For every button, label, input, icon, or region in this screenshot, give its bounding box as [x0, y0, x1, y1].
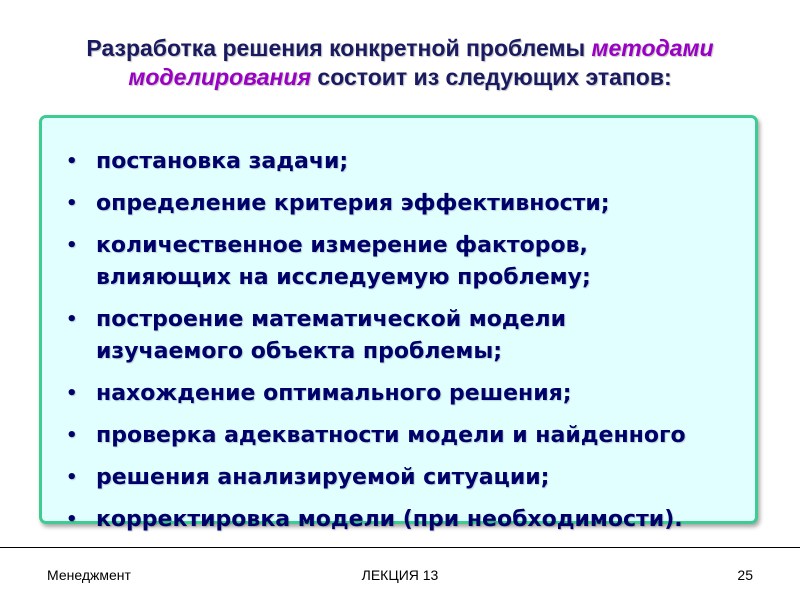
page-number: 25: [737, 567, 753, 583]
step-text: проверка адекватности модели и найденного: [96, 423, 686, 448]
list-item: [42, 462, 755, 494]
footer-lecture: ЛЕКЦИЯ 13: [361, 567, 439, 583]
step-text: решения анализируемой ситуации;: [96, 465, 550, 490]
bullet-icon: •: [66, 309, 78, 330]
list-item: [42, 230, 755, 294]
title-part-2: состоит из следующих этапов:: [311, 64, 672, 90]
slide-title: [20, 34, 780, 92]
step-text-continuation: влияющих на исследуемую проблему;: [96, 265, 591, 290]
list-item: [42, 146, 755, 178]
list-item: [42, 378, 755, 410]
step-text-continuation: изучаемого объекта проблемы;: [96, 339, 503, 364]
bullet-icon: •: [66, 383, 78, 404]
step-text: корректировка модели (при необходимости).: [96, 507, 683, 532]
bullet-icon: •: [66, 425, 78, 446]
step-text: нахождение оптимального решения;: [96, 381, 572, 406]
bullet-icon: •: [66, 509, 78, 530]
list-item: [42, 504, 755, 536]
title-highlight: методами моделирования: [128, 35, 714, 90]
footer-course: Менеджмент: [47, 567, 131, 583]
steps-list: [42, 118, 755, 536]
step-text: постановка задачи;: [96, 149, 349, 174]
steps-panel: [39, 115, 758, 532]
bullet-icon: •: [66, 193, 78, 214]
bullet-icon: •: [66, 467, 78, 488]
list-item: [42, 420, 755, 452]
step-text: определение критерия эффективности;: [96, 191, 610, 216]
title-part-1: Разработка решения конкретной проблемы: [86, 35, 592, 61]
footer-divider: [0, 547, 800, 548]
bullet-icon: •: [66, 151, 78, 172]
bullet-icon: •: [66, 235, 78, 256]
list-item: [42, 304, 755, 368]
list-item: [42, 188, 755, 220]
step-text: построение математической модели: [96, 307, 567, 332]
step-text: количественное измерение факторов,: [96, 233, 588, 258]
